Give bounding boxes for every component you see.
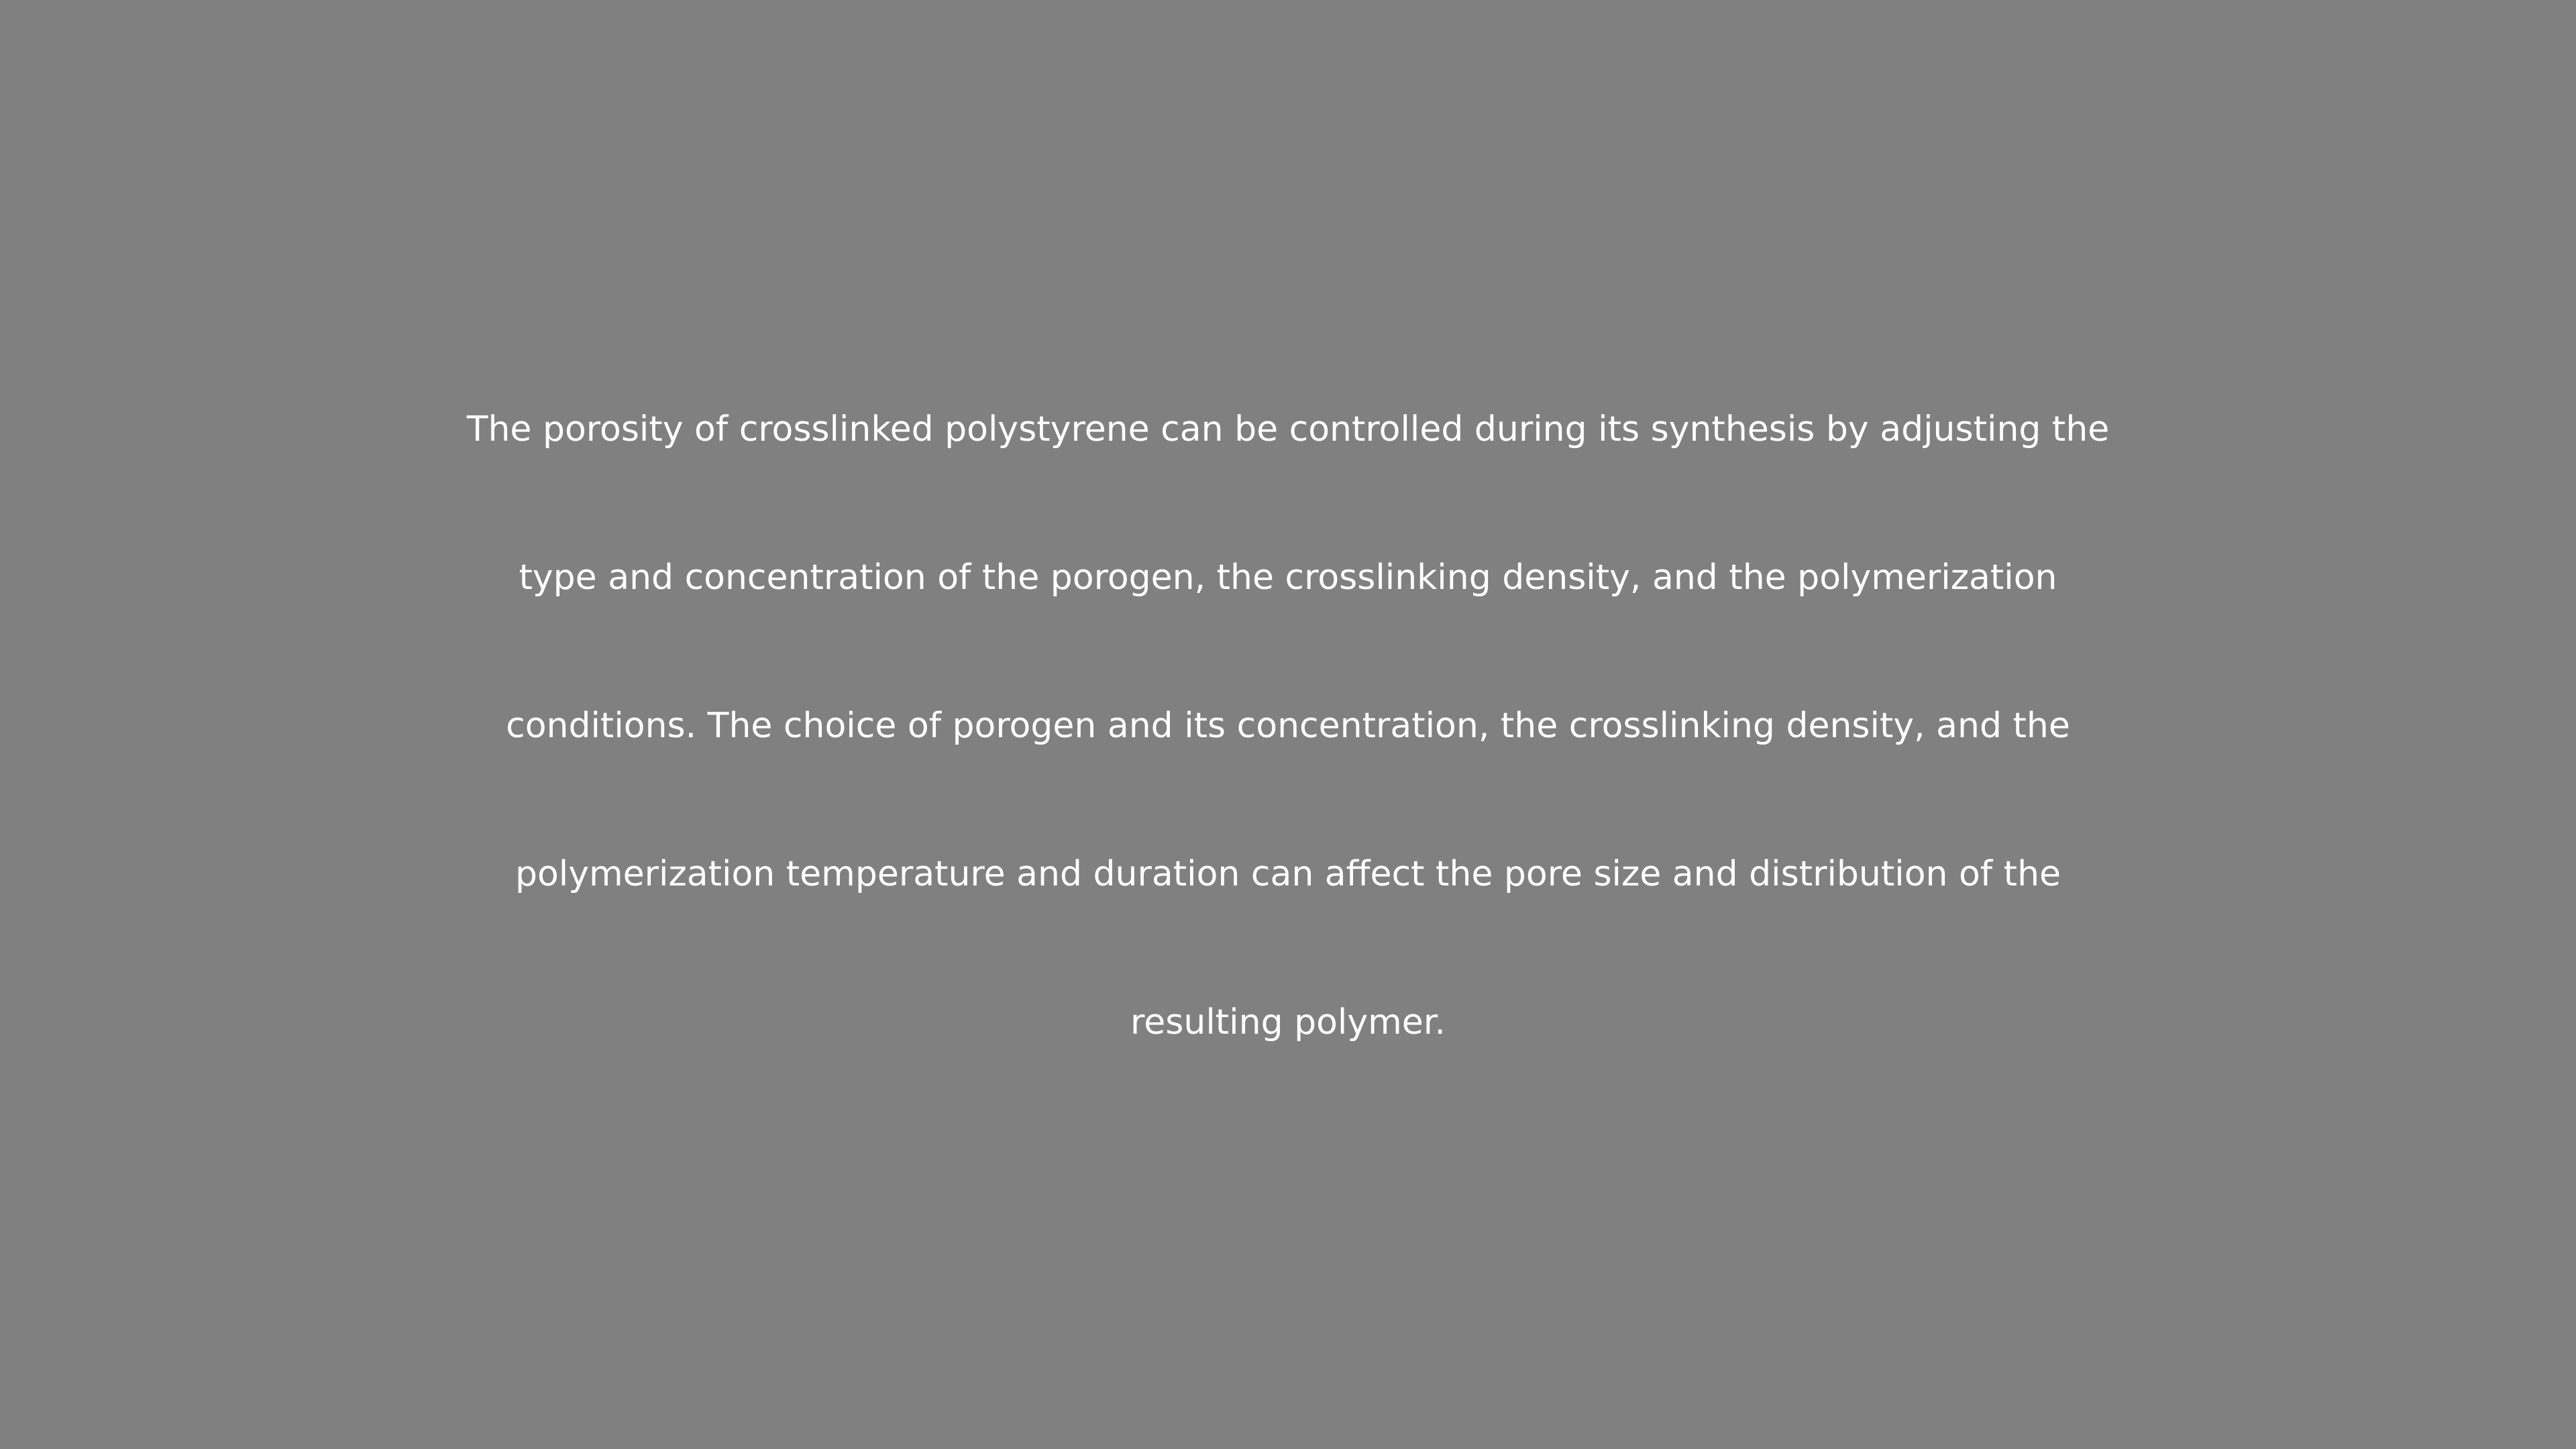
caption-line-2: type and concentration of the porogen, the crosslinking density, and the polymerization — [519, 557, 2057, 598]
caption-line-1: The porosity of crosslinked polystyrene can be controlled during its synthesis by adjusting the — [466, 409, 2110, 449]
caption-line-3: conditions. The choice of porogen and its concentration, the crosslinking density, and the — [506, 706, 2070, 746]
caption-line-4: polymerization temperature and duration can affect the pore size and distribution of the — [515, 854, 2061, 894]
caption-line-5: resulting polymer. — [1130, 1002, 1446, 1042]
